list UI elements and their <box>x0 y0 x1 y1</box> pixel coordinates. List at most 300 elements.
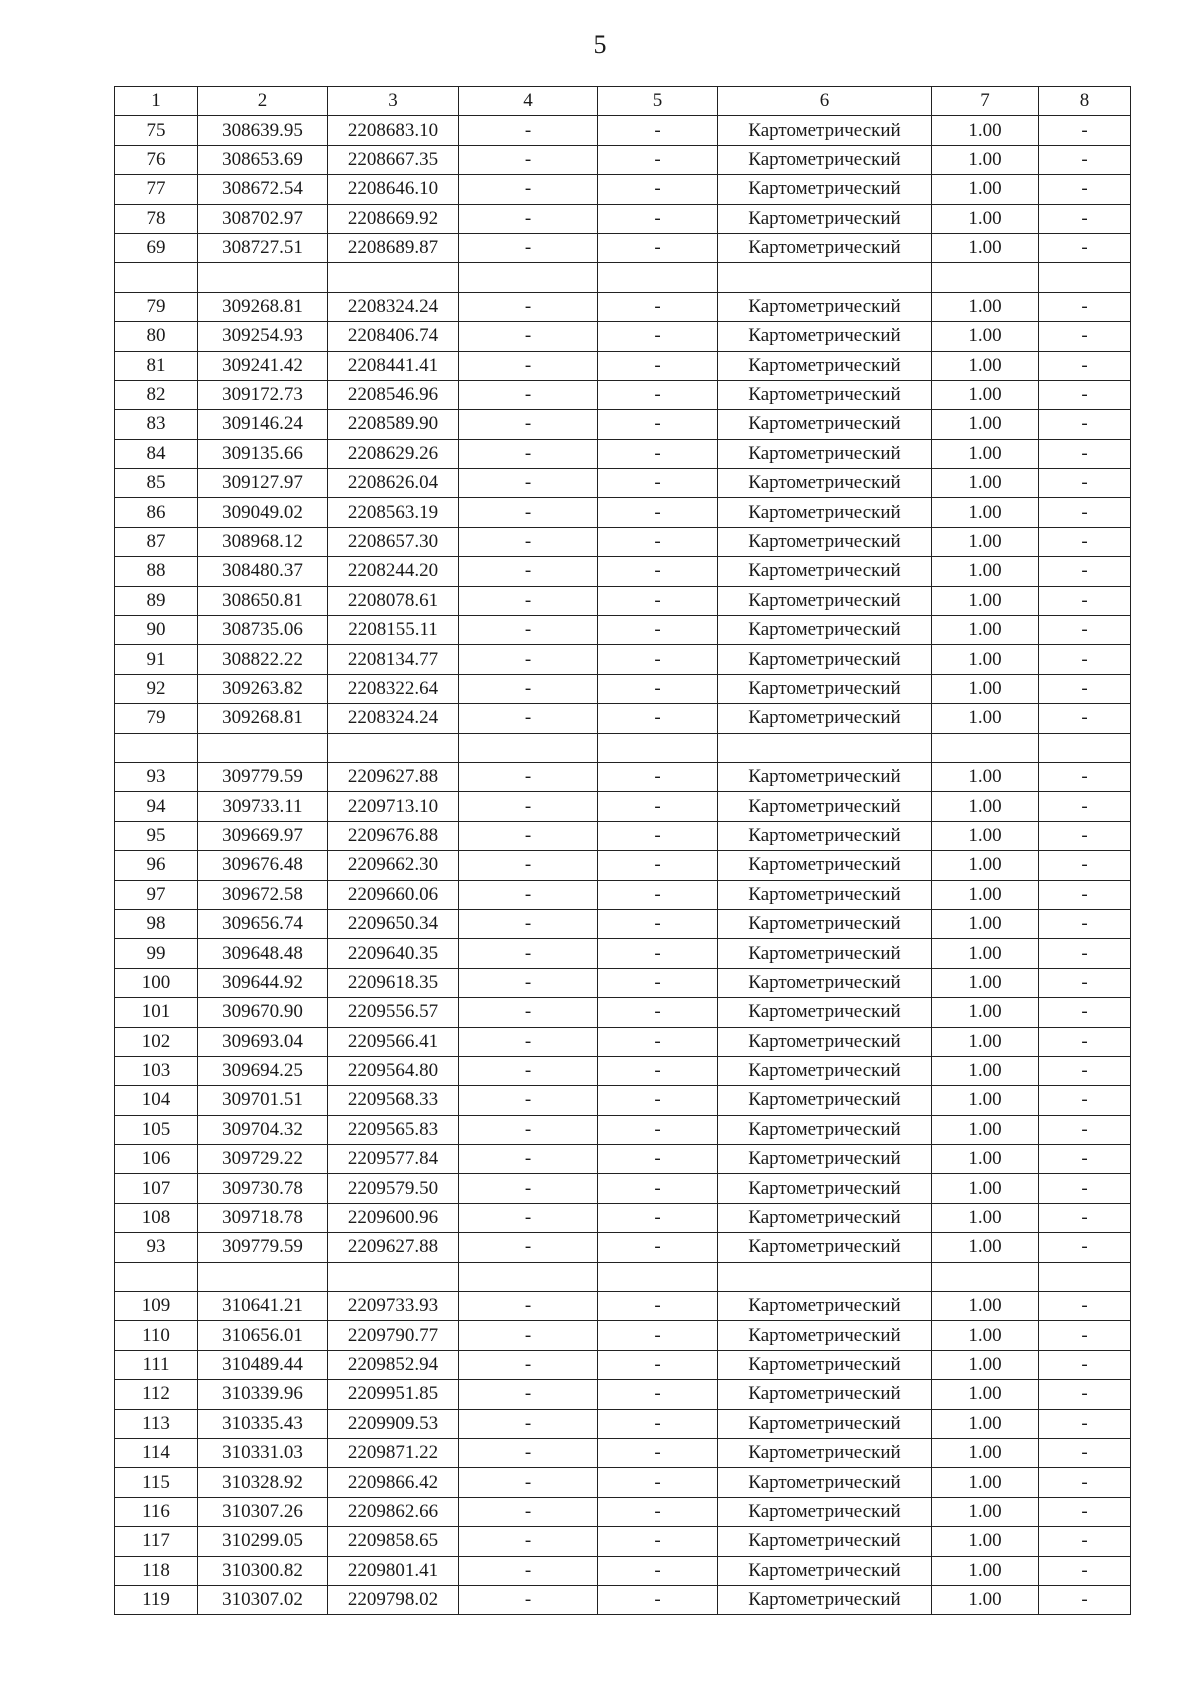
y-coordinate-cell: 2209676.88 <box>328 821 459 850</box>
col5-cell: - <box>598 909 718 938</box>
col4-cell: - <box>459 1497 598 1526</box>
table-row <box>115 116 1131 145</box>
table-row <box>115 1262 1131 1291</box>
col4-cell: - <box>459 762 598 791</box>
accuracy-cell: 1.00 <box>932 1585 1039 1614</box>
method-cell: Картометрический <box>718 1145 932 1174</box>
y-coordinate-cell: 2208546.96 <box>328 380 459 409</box>
col5-cell: - <box>598 645 718 674</box>
col5-cell: - <box>598 880 718 909</box>
method-cell: Картометрический <box>718 1350 932 1379</box>
x-coordinate-cell: 309701.51 <box>198 1086 328 1115</box>
table-row <box>115 1527 1131 1556</box>
accuracy-cell: 1.00 <box>932 616 1039 645</box>
point-number-cell: 75 <box>115 116 198 145</box>
method-cell: Картометрический <box>718 380 932 409</box>
col8-cell: - <box>1039 439 1131 468</box>
y-coordinate-cell: 2209568.33 <box>328 1086 459 1115</box>
x-coordinate-cell: 308727.51 <box>198 233 328 262</box>
point-number-cell: 99 <box>115 939 198 968</box>
y-coordinate-cell: 2208322.64 <box>328 674 459 703</box>
col4-cell <box>459 733 598 762</box>
col8-cell: - <box>1039 1585 1131 1614</box>
y-coordinate-cell: 2208683.10 <box>328 116 459 145</box>
col4-cell: - <box>459 1233 598 1262</box>
x-coordinate-cell: 309729.22 <box>198 1145 328 1174</box>
x-coordinate-cell: 309268.81 <box>198 704 328 733</box>
method-cell: Картометрический <box>718 527 932 556</box>
col4-cell: - <box>459 909 598 938</box>
col4-cell: - <box>459 527 598 556</box>
y-coordinate-cell: 2208646.10 <box>328 175 459 204</box>
table-row <box>115 1115 1131 1144</box>
col5-cell: - <box>598 1527 718 1556</box>
col5-cell <box>598 733 718 762</box>
point-number-cell <box>115 1262 198 1291</box>
col5-cell: - <box>598 1292 718 1321</box>
x-coordinate-cell: 309127.97 <box>198 469 328 498</box>
x-coordinate-cell: 309693.04 <box>198 1027 328 1056</box>
col4-cell: - <box>459 1556 598 1585</box>
point-number-cell: 112 <box>115 1380 198 1409</box>
col5-cell: - <box>598 1233 718 1262</box>
col5-cell: - <box>598 1115 718 1144</box>
coordinates-table <box>114 86 1131 1615</box>
x-coordinate-cell: 310641.21 <box>198 1292 328 1321</box>
table-row <box>115 557 1131 586</box>
col4-cell: - <box>459 557 598 586</box>
x-coordinate-cell: 309670.90 <box>198 998 328 1027</box>
method-cell: Картометрический <box>718 116 932 145</box>
table-body <box>115 116 1131 1615</box>
col8-cell: - <box>1039 1468 1131 1497</box>
x-coordinate-cell: 308653.69 <box>198 145 328 174</box>
col5-cell: - <box>598 1497 718 1526</box>
method-cell: Картометрический <box>718 704 932 733</box>
method-cell: Картометрический <box>718 145 932 174</box>
col5-cell: - <box>598 1145 718 1174</box>
method-cell: Картометрический <box>718 204 932 233</box>
x-coordinate-cell <box>198 263 328 292</box>
y-coordinate-cell: 2208689.87 <box>328 233 459 262</box>
col5-cell: - <box>598 1468 718 1497</box>
method-cell: Картометрический <box>718 175 932 204</box>
y-coordinate-cell: 2208626.04 <box>328 469 459 498</box>
table-row <box>115 586 1131 615</box>
col5-cell: - <box>598 527 718 556</box>
y-coordinate-cell: 2208244.20 <box>328 557 459 586</box>
table-row <box>115 704 1131 733</box>
col8-cell: - <box>1039 116 1131 145</box>
col8-cell: - <box>1039 1556 1131 1585</box>
y-coordinate-cell: 2208589.90 <box>328 410 459 439</box>
col5-cell: - <box>598 998 718 1027</box>
point-number-cell: 108 <box>115 1203 198 1232</box>
col8-cell: - <box>1039 1145 1131 1174</box>
method-cell: Картометрический <box>718 498 932 527</box>
accuracy-cell: 1.00 <box>932 1350 1039 1379</box>
accuracy-cell: 1.00 <box>932 322 1039 351</box>
col5-cell: - <box>598 586 718 615</box>
x-coordinate-cell: 310300.82 <box>198 1556 328 1585</box>
point-number-cell: 119 <box>115 1585 198 1614</box>
table-row <box>115 1350 1131 1379</box>
col4-cell: - <box>459 1527 598 1556</box>
table-row <box>115 968 1131 997</box>
table-row <box>115 616 1131 645</box>
point-number-cell: 118 <box>115 1556 198 1585</box>
col5-cell: - <box>598 410 718 439</box>
x-coordinate-cell: 310307.26 <box>198 1497 328 1526</box>
accuracy-cell: 1.00 <box>932 498 1039 527</box>
col8-cell: - <box>1039 880 1131 909</box>
col4-cell: - <box>459 1350 598 1379</box>
col5-cell: - <box>598 1409 718 1438</box>
col5-cell: - <box>598 175 718 204</box>
x-coordinate-cell <box>198 1262 328 1291</box>
col4-cell: - <box>459 322 598 351</box>
header-cell: 4 <box>459 87 598 116</box>
header-cell: 6 <box>718 87 932 116</box>
accuracy-cell: 1.00 <box>932 1468 1039 1497</box>
point-number-cell: 113 <box>115 1409 198 1438</box>
col5-cell: - <box>598 968 718 997</box>
header-cell: 1 <box>115 87 198 116</box>
col8-cell <box>1039 263 1131 292</box>
col8-cell: - <box>1039 616 1131 645</box>
accuracy-cell: 1.00 <box>932 233 1039 262</box>
accuracy-cell: 1.00 <box>932 998 1039 1027</box>
table-row <box>115 762 1131 791</box>
col4-cell: - <box>459 674 598 703</box>
col5-cell: - <box>598 1174 718 1203</box>
accuracy-cell: 1.00 <box>932 116 1039 145</box>
accuracy-cell: 1.00 <box>932 410 1039 439</box>
col4-cell: - <box>459 645 598 674</box>
table-row <box>115 527 1131 556</box>
method-cell: Картометрический <box>718 909 932 938</box>
method-cell: Картометрический <box>718 1203 932 1232</box>
accuracy-cell: 1.00 <box>932 1438 1039 1467</box>
table-row <box>115 1027 1131 1056</box>
col8-cell: - <box>1039 1086 1131 1115</box>
col8-cell: - <box>1039 351 1131 380</box>
method-cell: Картометрический <box>718 586 932 615</box>
method-cell: Картометрический <box>718 1233 932 1262</box>
col5-cell: - <box>598 557 718 586</box>
y-coordinate-cell: 2208563.19 <box>328 498 459 527</box>
y-coordinate-cell: 2208155.11 <box>328 616 459 645</box>
col5-cell: - <box>598 1056 718 1085</box>
col4-cell: - <box>459 1203 598 1232</box>
accuracy-cell: 1.00 <box>932 1086 1039 1115</box>
y-coordinate-cell: 2209577.84 <box>328 1145 459 1174</box>
point-number-cell: 87 <box>115 527 198 556</box>
y-coordinate-cell: 2209871.22 <box>328 1438 459 1467</box>
col8-cell: - <box>1039 204 1131 233</box>
point-number-cell: 86 <box>115 498 198 527</box>
col8-cell: - <box>1039 145 1131 174</box>
col5-cell: - <box>598 1585 718 1614</box>
col4-cell: - <box>459 1086 598 1115</box>
method-cell: Картометрический <box>718 557 932 586</box>
col4-cell: - <box>459 586 598 615</box>
table-row <box>115 851 1131 880</box>
col8-cell: - <box>1039 998 1131 1027</box>
x-coordinate-cell: 308650.81 <box>198 586 328 615</box>
header-cell: 8 <box>1039 87 1131 116</box>
col4-cell: - <box>459 410 598 439</box>
x-coordinate-cell: 309241.42 <box>198 351 328 380</box>
method-cell: Картометрический <box>718 1497 932 1526</box>
table-row <box>115 909 1131 938</box>
x-coordinate-cell: 310335.43 <box>198 1409 328 1438</box>
table-row <box>115 1585 1131 1614</box>
accuracy-cell: 1.00 <box>932 674 1039 703</box>
point-number-cell: 104 <box>115 1086 198 1115</box>
accuracy-cell <box>932 733 1039 762</box>
y-coordinate-cell: 2208669.92 <box>328 204 459 233</box>
table-row <box>115 1556 1131 1585</box>
accuracy-cell: 1.00 <box>932 351 1039 380</box>
col5-cell: - <box>598 1556 718 1585</box>
y-coordinate-cell: 2208324.24 <box>328 704 459 733</box>
table-row <box>115 1086 1131 1115</box>
accuracy-cell: 1.00 <box>932 851 1039 880</box>
y-coordinate-cell: 2209909.53 <box>328 1409 459 1438</box>
point-number-cell: 69 <box>115 233 198 262</box>
point-number-cell: 89 <box>115 586 198 615</box>
col5-cell: - <box>598 351 718 380</box>
method-cell: Картометрический <box>718 1292 932 1321</box>
x-coordinate-cell: 309704.32 <box>198 1115 328 1144</box>
col4-cell: - <box>459 175 598 204</box>
table-row <box>115 1380 1131 1409</box>
accuracy-cell: 1.00 <box>932 527 1039 556</box>
point-number-cell: 115 <box>115 1468 198 1497</box>
col4-cell: - <box>459 145 598 174</box>
x-coordinate-cell: 310331.03 <box>198 1438 328 1467</box>
point-number-cell: 103 <box>115 1056 198 1085</box>
point-number-cell: 90 <box>115 616 198 645</box>
col4-cell: - <box>459 116 598 145</box>
table-row <box>115 1056 1131 1085</box>
accuracy-cell: 1.00 <box>932 1321 1039 1350</box>
col5-cell: - <box>598 1438 718 1467</box>
y-coordinate-cell: 2209858.65 <box>328 1527 459 1556</box>
y-coordinate-cell: 2208667.35 <box>328 145 459 174</box>
col5-cell: - <box>598 380 718 409</box>
col4-cell: - <box>459 292 598 321</box>
point-number-cell: 100 <box>115 968 198 997</box>
col8-cell: - <box>1039 1056 1131 1085</box>
method-cell: Картометрический <box>718 880 932 909</box>
method-cell: Картометрический <box>718 469 932 498</box>
table-header <box>115 87 1131 116</box>
col8-cell: - <box>1039 469 1131 498</box>
method-cell: Картометрический <box>718 1585 932 1614</box>
header-cell: 2 <box>198 87 328 116</box>
x-coordinate-cell: 308702.97 <box>198 204 328 233</box>
table-row <box>115 439 1131 468</box>
point-number-cell: 109 <box>115 1292 198 1321</box>
y-coordinate-cell: 2209852.94 <box>328 1350 459 1379</box>
col4-cell: - <box>459 439 598 468</box>
x-coordinate-cell: 309676.48 <box>198 851 328 880</box>
point-number-cell: 114 <box>115 1438 198 1467</box>
col8-cell: - <box>1039 968 1131 997</box>
x-coordinate-cell: 308480.37 <box>198 557 328 586</box>
col5-cell <box>598 1262 718 1291</box>
col8-cell: - <box>1039 909 1131 938</box>
col8-cell: - <box>1039 674 1131 703</box>
col4-cell: - <box>459 968 598 997</box>
col8-cell: - <box>1039 1321 1131 1350</box>
y-coordinate-cell: 2209951.85 <box>328 1380 459 1409</box>
col5-cell: - <box>598 939 718 968</box>
method-cell: Картометрический <box>718 998 932 1027</box>
method-cell: Картометрический <box>718 1115 932 1144</box>
table-row <box>115 1203 1131 1232</box>
col8-cell: - <box>1039 498 1131 527</box>
table-row <box>115 175 1131 204</box>
y-coordinate-cell: 2209564.80 <box>328 1056 459 1085</box>
y-coordinate-cell: 2209798.02 <box>328 1585 459 1614</box>
point-number-cell: 94 <box>115 792 198 821</box>
table-row <box>115 351 1131 380</box>
x-coordinate-cell: 310489.44 <box>198 1350 328 1379</box>
header-cell: 5 <box>598 87 718 116</box>
table-row <box>115 674 1131 703</box>
accuracy-cell: 1.00 <box>932 1556 1039 1585</box>
accuracy-cell: 1.00 <box>932 1027 1039 1056</box>
point-number-cell: 106 <box>115 1145 198 1174</box>
x-coordinate-cell: 308735.06 <box>198 616 328 645</box>
col8-cell: - <box>1039 527 1131 556</box>
method-cell: Картометрический <box>718 616 932 645</box>
method-cell: Картометрический <box>718 1409 932 1438</box>
col5-cell: - <box>598 233 718 262</box>
col4-cell: - <box>459 1027 598 1056</box>
accuracy-cell: 1.00 <box>932 1115 1039 1144</box>
method-cell: Картометрический <box>718 233 932 262</box>
col8-cell: - <box>1039 1115 1131 1144</box>
col8-cell: - <box>1039 1497 1131 1526</box>
table-row <box>115 792 1131 821</box>
point-number-cell: 111 <box>115 1350 198 1379</box>
accuracy-cell: 1.00 <box>932 1292 1039 1321</box>
accuracy-cell: 1.00 <box>932 380 1039 409</box>
point-number-cell: 81 <box>115 351 198 380</box>
x-coordinate-cell: 309263.82 <box>198 674 328 703</box>
accuracy-cell: 1.00 <box>932 1145 1039 1174</box>
col4-cell: - <box>459 1409 598 1438</box>
point-number-cell: 116 <box>115 1497 198 1526</box>
point-number-cell: 98 <box>115 909 198 938</box>
col4-cell: - <box>459 1468 598 1497</box>
x-coordinate-cell: 309733.11 <box>198 792 328 821</box>
col8-cell <box>1039 1262 1131 1291</box>
col4-cell: - <box>459 233 598 262</box>
point-number-cell: 76 <box>115 145 198 174</box>
page-number: 5 <box>593 30 607 59</box>
x-coordinate-cell: 309648.48 <box>198 939 328 968</box>
x-coordinate-cell: 309672.58 <box>198 880 328 909</box>
col4-cell: - <box>459 792 598 821</box>
method-cell: Картометрический <box>718 1556 932 1585</box>
header-row <box>115 87 1131 116</box>
x-coordinate-cell: 309135.66 <box>198 439 328 468</box>
y-coordinate-cell: 2208406.74 <box>328 322 459 351</box>
x-coordinate-cell: 309694.25 <box>198 1056 328 1085</box>
x-coordinate-cell: 309718.78 <box>198 1203 328 1232</box>
x-coordinate-cell: 309254.93 <box>198 322 328 351</box>
point-number-cell: 95 <box>115 821 198 850</box>
col5-cell: - <box>598 674 718 703</box>
method-cell: Картометрический <box>718 645 932 674</box>
col5-cell: - <box>598 292 718 321</box>
point-number-cell: 77 <box>115 175 198 204</box>
accuracy-cell <box>932 1262 1039 1291</box>
col5-cell: - <box>598 616 718 645</box>
table-row <box>115 204 1131 233</box>
accuracy-cell: 1.00 <box>932 1527 1039 1556</box>
accuracy-cell: 1.00 <box>932 204 1039 233</box>
col8-cell <box>1039 733 1131 762</box>
x-coordinate-cell: 309669.97 <box>198 821 328 850</box>
col5-cell: - <box>598 704 718 733</box>
point-number-cell <box>115 733 198 762</box>
y-coordinate-cell <box>328 1262 459 1291</box>
y-coordinate-cell: 2209640.35 <box>328 939 459 968</box>
x-coordinate-cell: 309049.02 <box>198 498 328 527</box>
point-number-cell: 92 <box>115 674 198 703</box>
y-coordinate-cell: 2209713.10 <box>328 792 459 821</box>
col8-cell: - <box>1039 704 1131 733</box>
table-row <box>115 1292 1131 1321</box>
col8-cell: - <box>1039 1233 1131 1262</box>
col8-cell: - <box>1039 586 1131 615</box>
col5-cell: - <box>598 1203 718 1232</box>
x-coordinate-cell: 309644.92 <box>198 968 328 997</box>
accuracy-cell: 1.00 <box>932 704 1039 733</box>
point-number-cell: 85 <box>115 469 198 498</box>
method-cell: Картометрический <box>718 1174 932 1203</box>
x-coordinate-cell: 308968.12 <box>198 527 328 556</box>
method-cell: Картометрический <box>718 439 932 468</box>
y-coordinate-cell: 2208657.30 <box>328 527 459 556</box>
x-coordinate-cell: 310307.02 <box>198 1585 328 1614</box>
accuracy-cell: 1.00 <box>932 821 1039 850</box>
point-number-cell: 102 <box>115 1027 198 1056</box>
col5-cell: - <box>598 1086 718 1115</box>
point-number-cell: 80 <box>115 322 198 351</box>
point-number-cell: 117 <box>115 1527 198 1556</box>
x-coordinate-cell: 308822.22 <box>198 645 328 674</box>
point-number-cell: 84 <box>115 439 198 468</box>
point-number-cell: 78 <box>115 204 198 233</box>
point-number-cell: 105 <box>115 1115 198 1144</box>
table-row <box>115 145 1131 174</box>
point-number-cell: 93 <box>115 1233 198 1262</box>
method-cell: Картометрический <box>718 322 932 351</box>
y-coordinate-cell: 2209662.30 <box>328 851 459 880</box>
col4-cell <box>459 263 598 292</box>
col8-cell: - <box>1039 762 1131 791</box>
col4-cell: - <box>459 939 598 968</box>
col8-cell: - <box>1039 1409 1131 1438</box>
col5-cell: - <box>598 1380 718 1409</box>
